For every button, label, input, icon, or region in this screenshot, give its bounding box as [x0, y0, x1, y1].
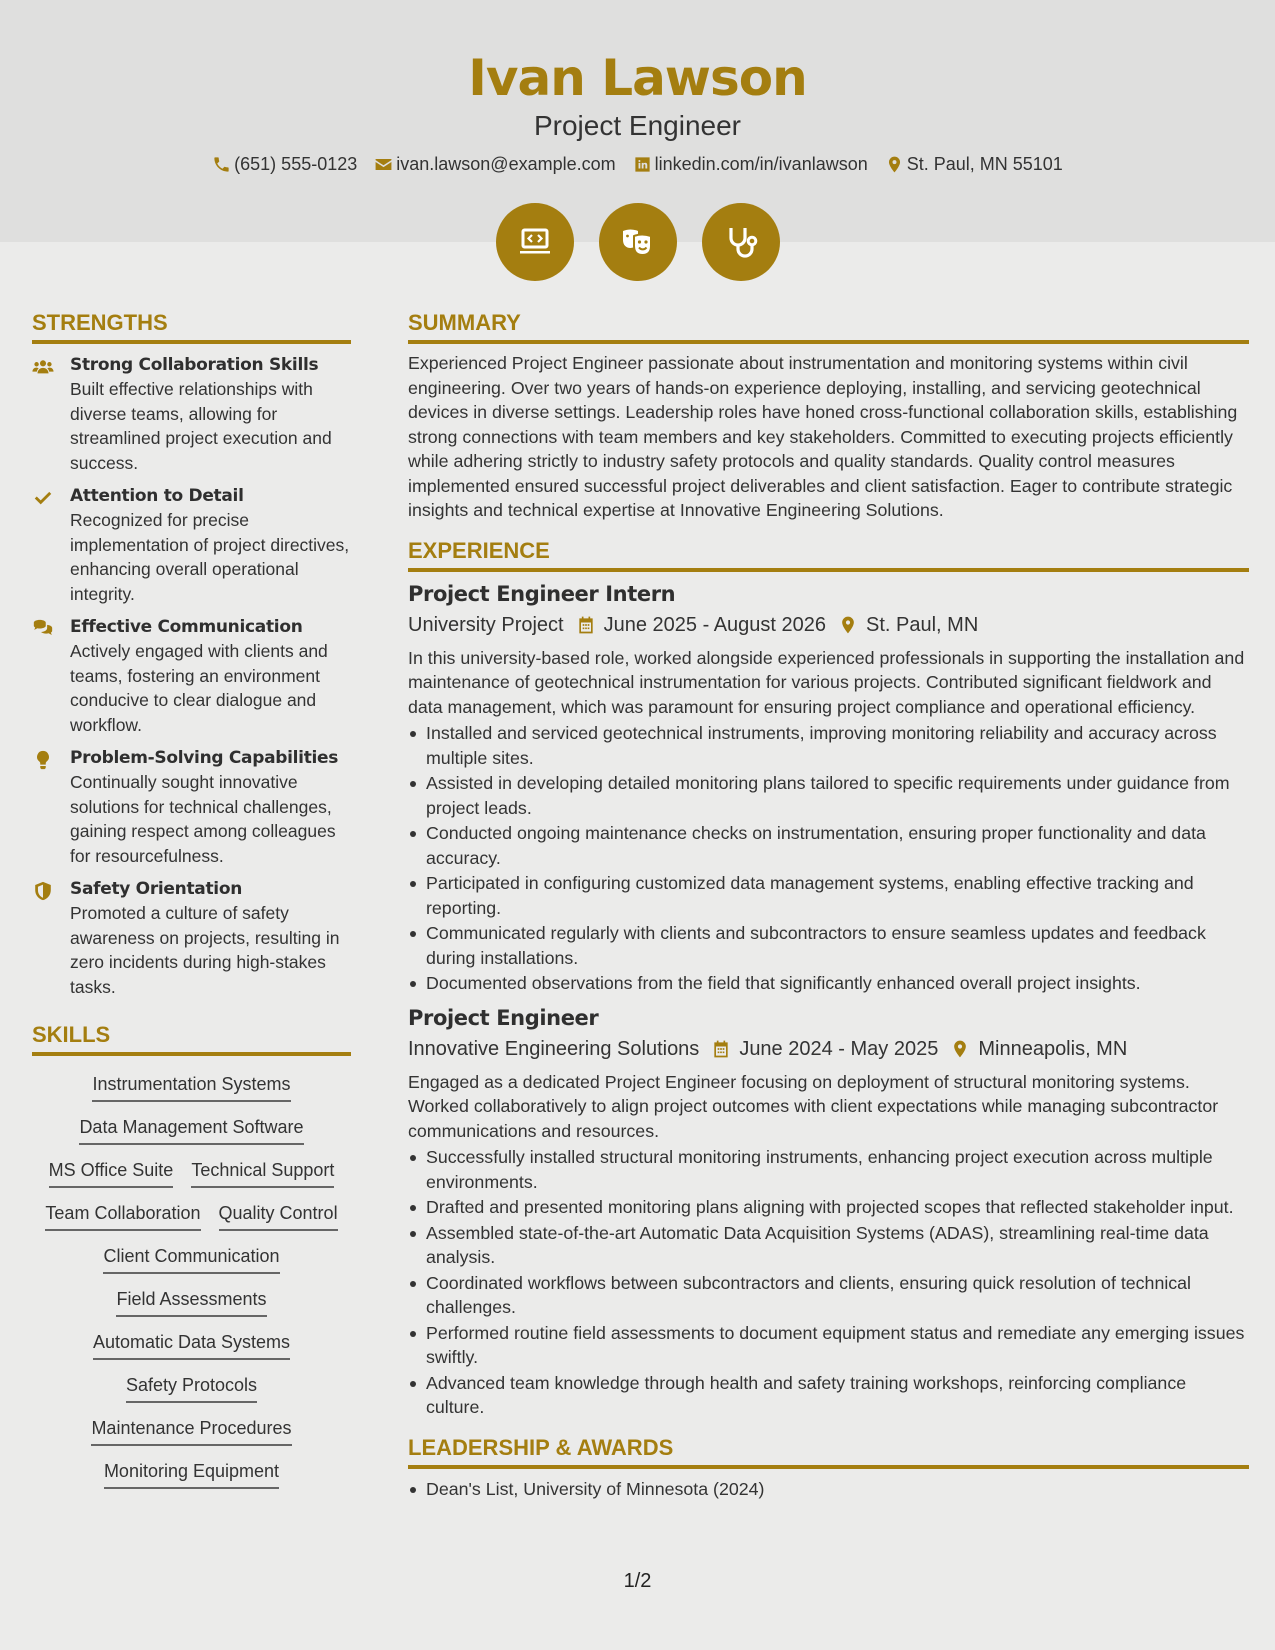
job-org: University Project	[408, 613, 564, 636]
job-bullet: Participated in configuring customized data management systems, enabling effective tracking and reporting.	[408, 871, 1249, 920]
experience-heading: EXPERIENCE	[408, 537, 1249, 572]
stethoscope-icon	[702, 203, 780, 281]
map-marker-icon	[885, 155, 904, 174]
strength-text: Promoted a culture of safety awareness on projects, resulting in zero incidents during high-stakes tasks.	[70, 903, 340, 997]
email-text: ivan.lawson@example.com	[396, 154, 616, 174]
job-location: Minneapolis, MN	[978, 1037, 1128, 1060]
strength-title: Safety Orientation	[70, 879, 242, 899]
job-entry	[408, 580, 1249, 996]
candidate-role: Project Engineer	[533, 110, 741, 141]
job-description: Engaged as a dedicated Project Engineer focusing on deployment of structural monitoring systems. Worked collaboratively to align project outcomes with client expectations while managing subcontractor communications and resources.	[408, 1071, 1219, 1141]
skill-tag: Field Assessments	[116, 1287, 266, 1317]
map-marker-icon	[838, 615, 858, 635]
job-location: St. Paul, MN	[866, 613, 979, 636]
job-description: In this university-based role, worked alongside experienced professionals in supporting the installation and maintenance of geotechnical instrumentation for various projects. Contributed significant fieldwork and data management, which was paramount for ensuring project compliance and operational efficiency.	[408, 647, 1245, 717]
skill-tag: Instrumentation Systems	[92, 1072, 290, 1102]
calendar-icon	[711, 1039, 731, 1059]
job-bullet: Drafted and presented monitoring plans aligning with projected scopes that reflected stakeholder input.	[408, 1195, 1249, 1220]
shield-icon	[32, 880, 54, 902]
job-bullet: Conducted ongoing maintenance checks on instrumentation, ensuring proper functionality and data accuracy.	[408, 821, 1249, 870]
phone-icon	[212, 155, 231, 174]
strength-item	[32, 878, 351, 999]
interest-icons	[0, 203, 1275, 281]
contact-location	[885, 150, 1063, 178]
strength-item	[32, 485, 351, 606]
strength-text: Built effective relationships with diverse teams, allowing for streamlined project execution and success.	[70, 379, 332, 473]
skill-tag: MS Office Suite	[49, 1158, 174, 1188]
job-entry	[408, 1004, 1249, 1420]
right-column	[408, 309, 1249, 1502]
linkedin-icon	[633, 155, 652, 174]
job-title: Project Engineer Intern	[408, 581, 676, 606]
strength-title: Effective Communication	[70, 617, 303, 637]
job-bullet: Advanced team knowledge through health and safety training workshops, reinforcing compliance culture.	[408, 1371, 1249, 1420]
job-bullet: Assisted in developing detailed monitoring plans tailored to specific requirements under guidance from project leads.	[408, 771, 1249, 820]
skill-tag: Team Collaboration	[45, 1201, 200, 1231]
strength-item	[32, 747, 351, 868]
strength-item	[32, 616, 351, 737]
job-bullet: Documented observations from the field that significantly enhanced overall project insights.	[408, 971, 1249, 996]
skills-heading: SKILLS	[32, 1021, 351, 1056]
theater-masks-icon	[599, 203, 677, 281]
contact-linkedin[interactable]	[633, 150, 868, 178]
skill-tag: Data Management Software	[79, 1115, 303, 1145]
job-bullet: Performed routine field assessments to document equipment status and remediate any emerging issues swiftly.	[408, 1321, 1249, 1370]
page-number: 1/2	[623, 1570, 652, 1592]
envelope-icon	[374, 155, 393, 174]
candidate-name: Ivan Lawson	[468, 49, 807, 107]
job-org: Innovative Engineering Solutions	[408, 1037, 700, 1060]
job-bullets	[408, 1145, 1249, 1420]
job-bullet: Assembled state-of-the-art Automatic Data Acquisition Systems (ADAS), streamlining real-time data analysis.	[408, 1221, 1249, 1270]
skill-tag: Maintenance Procedures	[91, 1416, 291, 1446]
skills-list	[32, 1072, 351, 1489]
skill-tag: Technical Support	[191, 1158, 334, 1188]
check-icon	[32, 487, 54, 509]
strength-title: Attention to Detail	[70, 486, 244, 506]
lightbulb-icon	[32, 749, 54, 771]
linkedin-text: linkedin.com/in/ivanlawson	[654, 154, 868, 174]
left-column	[32, 309, 351, 1489]
strength-text: Continually sought innovative solutions for technical challenges, gaining respect among colleagues for resourcefulness.	[70, 772, 336, 866]
job-dates: June 2025 - August 2026	[603, 613, 827, 636]
skill-tag: Quality Control	[219, 1201, 338, 1231]
strengths-heading: STRENGTHS	[32, 309, 351, 344]
location-text: St. Paul, MN 55101	[906, 154, 1063, 174]
strength-title: Problem-Solving Capabilities	[70, 748, 339, 768]
skill-tag: Safety Protocols	[126, 1373, 257, 1403]
job-meta	[408, 611, 1249, 639]
job-bullet: Successfully installed structural monitoring instruments, enhancing project execution across multiple environments.	[408, 1145, 1249, 1194]
job-meta	[408, 1035, 1249, 1063]
leadership-list	[408, 1477, 1249, 1502]
phone-text: (651) 555-0123	[234, 154, 358, 174]
comments-icon	[32, 618, 54, 640]
users-icon	[32, 356, 54, 378]
skill-tag: Client Communication	[103, 1244, 279, 1274]
contact-email[interactable]	[374, 150, 615, 178]
strength-item	[32, 354, 351, 475]
strength-text: Recognized for precise implementation of project directives, enhancing overall operational integrity.	[70, 510, 350, 604]
leadership-heading: LEADERSHIP & AWARDS	[408, 1434, 1249, 1469]
map-marker-icon	[950, 1039, 970, 1059]
job-title: Project Engineer	[408, 1005, 599, 1030]
laptop-code-icon	[496, 203, 574, 281]
strength-title: Strong Collaboration Skills	[70, 355, 319, 375]
skill-tag: Automatic Data Systems	[93, 1330, 290, 1360]
job-bullet: Coordinated workflows between subcontractors and clients, ensuring quick resolution of technical challenges.	[408, 1271, 1249, 1320]
summary-text: Experienced Project Engineer passionate about instrumentation and monitoring systems within civil engineering. Over two years of hands-on experience deploying, installing, and servicing geotechnical devices in diverse settings. Leadership roles have honed cross-functional collaboration skills, establishing strong connections with team members and key stakeholders. Committed to executing projects efficiently while adhering strictly to industry safety protocols and quality standards. Quality control measures implemented ensured successful project deliverables and client satisfaction. Eager to contribute strategic insights and technical expertise at Innovative Engineering Solutions.	[408, 353, 1238, 520]
contact-bar	[0, 150, 1275, 178]
skill-tag: Monitoring Equipment	[104, 1459, 279, 1489]
job-bullets	[408, 721, 1249, 996]
leadership-item: Dean's List, University of Minnesota (2024)	[408, 1477, 1249, 1502]
job-dates: June 2024 - May 2025	[739, 1037, 939, 1060]
calendar-icon	[576, 615, 596, 635]
summary-heading: SUMMARY	[408, 309, 1249, 344]
strength-text: Actively engaged with clients and teams, fostering an environment conducive to clear dialogue and workflow.	[70, 641, 328, 735]
contact-phone[interactable]	[212, 150, 357, 178]
job-bullet: Communicated regularly with clients and subcontractors to ensure seamless updates and feedback during installations.	[408, 921, 1249, 970]
job-bullet: Installed and serviced geotechnical instruments, improving monitoring reliability and accuracy across multiple sites.	[408, 721, 1249, 770]
